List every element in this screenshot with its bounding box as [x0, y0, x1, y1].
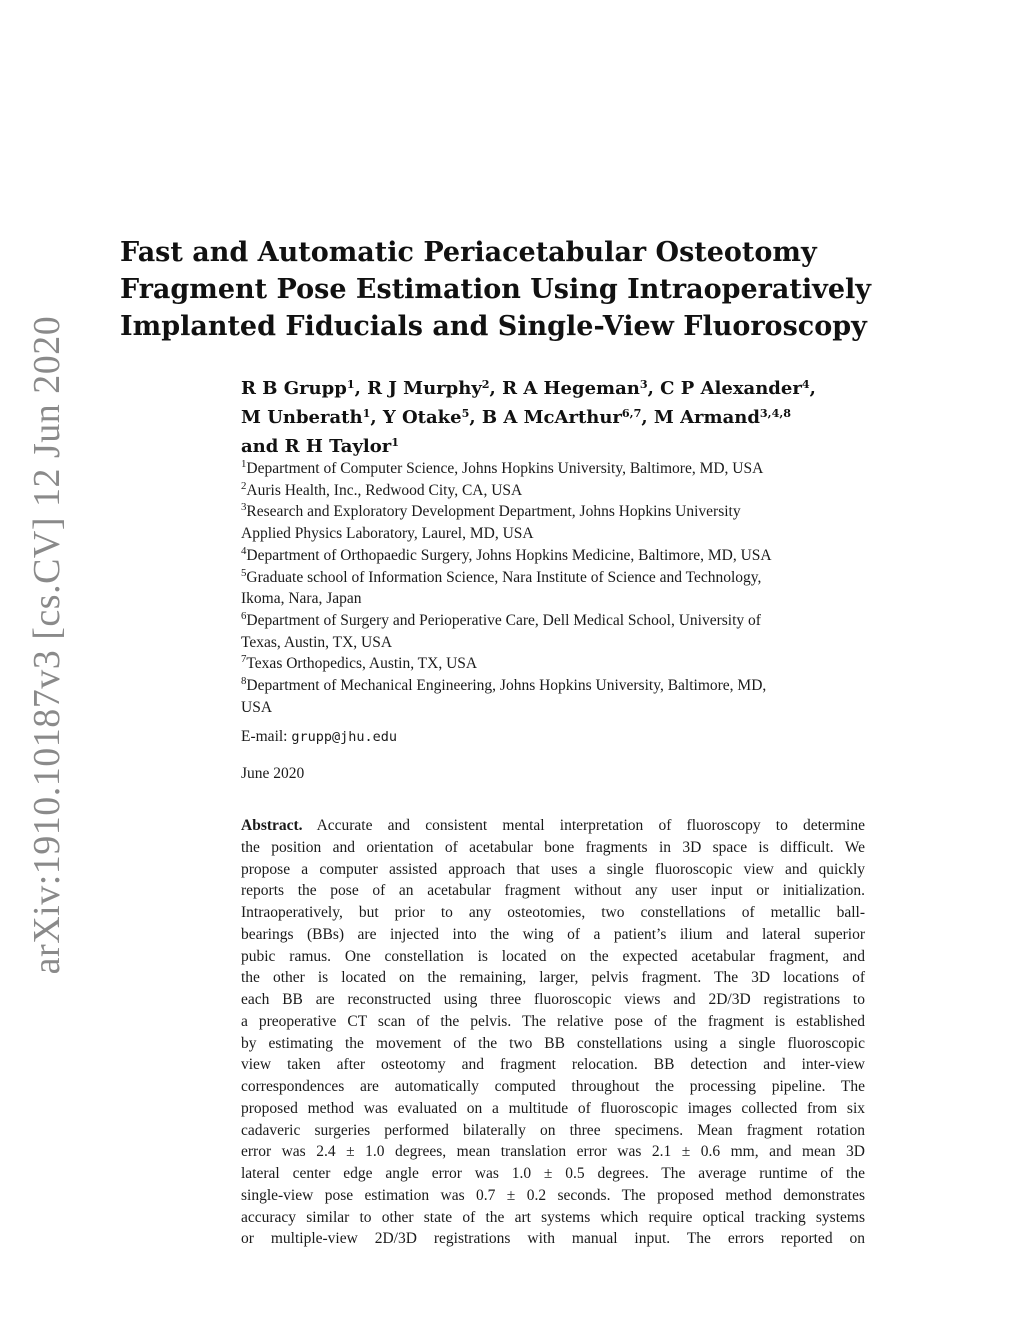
arxiv-sidebar: [0, 0, 90, 1325]
author-affiliation-mark: 2: [481, 377, 490, 391]
affiliation-line: [241, 588, 881, 610]
abstract-line: lateral center edge angle error was 1.0 ± 0.5 degrees. The average runtime of the: [241, 1165, 865, 1182]
author-name: R A Hegeman: [502, 378, 640, 399]
affiliation-line: [241, 545, 881, 567]
title-line: Implanted Fiducials and Single-View Fluoroscopy: [120, 311, 867, 342]
affiliation-text: Research and Exploratory Development Department, Johns Hopkins University: [246, 503, 741, 521]
affiliation-text: Graduate school of Information Science, Nara Institute of Science and Technology,: [246, 568, 762, 586]
title-line: Fast and Automatic Periacetabular Osteotomy: [120, 237, 817, 268]
abstract-text: Accurate and consistent mental interpretation of fluoroscopy to determine: [316, 817, 865, 834]
title-line: Fragment Pose Estimation Using Intraoperatively: [120, 274, 871, 305]
affiliation-text: Department of Computer Science, Johns Hopkins University, Baltimore, MD, USA: [246, 460, 764, 477]
publication-date: June 2020: [241, 765, 305, 782]
affiliation-text: Applied Physics Laboratory, Laurel, MD, USA: [241, 525, 534, 543]
affiliation-line: [241, 632, 881, 654]
arxiv-identifier: arXiv:1910.10187v3 [cs.CV] 12 Jun 2020: [26, 315, 68, 975]
abstract-line: [241, 815, 865, 837]
author-affiliation-mark: 1: [391, 435, 400, 449]
abstract-line: propose a computer assisted approach that uses a single fluoroscopic view and quickly: [241, 860, 865, 878]
abstract-line: cadaveric surgeries performed bilaterally on three specimens. Mean fragment rotation: [241, 1121, 865, 1139]
author-line: M Unberath$^1$, Y Otake$^5$, B A McArthur$^{6,7}$, M Armand$^{3,4,8}$: [241, 406, 791, 428]
email-label: E-mail:: [241, 728, 288, 745]
affiliation-text: Texas, Austin, TX, USA: [241, 633, 393, 651]
abstract-line: or multiple-view 2D/3D registrations with manual input. The errors reported on: [241, 1230, 865, 1248]
author-name: Y Otake: [382, 407, 462, 428]
abstract-line: correspondences are automatically computed throughout the processing pipeline. The: [241, 1078, 865, 1095]
author-affiliation-mark: 3,4,8: [759, 406, 791, 420]
author-name: B A McArthur: [481, 407, 622, 428]
affiliation-line: [241, 501, 881, 523]
affiliation-text: Department of Orthopaedic Surgery, Johns Hopkins Medicine, Baltimore, MD, USA: [246, 546, 772, 564]
paper-title: [120, 234, 920, 345]
author-list: [241, 374, 881, 461]
abstract-line: the other is located on the remaining, larger, pelvis fragment. The 3D locations of: [241, 969, 865, 987]
affiliation-line: [241, 523, 881, 545]
abstract: [241, 815, 865, 1250]
author-line: [241, 432, 881, 461]
author-connector: and: [241, 436, 279, 457]
affiliation-line: [241, 458, 881, 480]
author-affiliation-mark: 5: [461, 406, 470, 420]
author-affiliation-mark: 4: [801, 377, 810, 391]
abstract-line: by estimating the movement of the two BB constellations using a single fluoroscopic: [241, 1034, 865, 1052]
author-name: R J Murphy: [367, 378, 482, 399]
affiliation-number: 4: [241, 544, 247, 557]
author-name: R B Grupp: [241, 378, 347, 399]
affiliation-number: 3: [241, 501, 247, 514]
contact-email: [241, 728, 397, 746]
affiliation-number: 7: [241, 653, 247, 666]
affiliation-line: [241, 567, 881, 589]
affiliation-text: USA: [241, 698, 273, 716]
affiliation-number: 2: [241, 479, 247, 492]
abstract-line: pubic ramus. One constellation is located on the expected acetabular fragment, and: [241, 947, 865, 965]
affiliation-text: Texas Orthopedics, Austin, TX, USA: [246, 655, 478, 673]
abstract-line: bearings (BBs) are injected into the wing of a patient’s ilium and lateral superior: [241, 925, 865, 943]
affiliation-line: [241, 480, 881, 502]
affiliation-line: [241, 653, 881, 675]
author-affiliation-mark: 1: [362, 406, 371, 420]
affiliation-line: [241, 675, 881, 697]
affiliation-text: Department of Surgery and Perioperative Care, Dell Medical School, University of: [246, 611, 761, 629]
affiliation-number: 6: [241, 609, 247, 622]
abstract-line: reports the pose of an acetabular fragment without any user input or initialization.: [241, 882, 865, 900]
author-name: M Armand: [653, 407, 760, 428]
abstract-line: Intraoperatively, but prior to any osteotomies, two constellations of metallic ball-: [241, 904, 865, 921]
abstract-label: Abstract.: [241, 817, 303, 834]
abstract-line: accuracy similar to other state of the art systems which require optical tracking systems: [241, 1208, 865, 1226]
abstract-line: a preoperative CT scan of the pelvis. The relative pose of the fragment is established: [241, 1012, 865, 1030]
abstract-line: error was 2.4 ± 1.0 degrees, mean translation error was 2.1 ± 0.6 mm, and mean 3D: [241, 1143, 865, 1161]
abstract-line: proposed method was evaluated on a multitude of fluoroscopic images collected from six: [241, 1099, 865, 1117]
affiliation-line: [241, 697, 881, 719]
affiliation-text: Ikoma, Nara, Japan: [241, 590, 362, 608]
author-name: C P Alexander: [660, 378, 802, 399]
author-line: R B Grupp$^1$, R J Murphy$^2$, R A Hegeman$^3$, C P Alexander$^4$,: [241, 377, 816, 399]
email-address[interactable]: grupp@jhu.edu: [291, 729, 398, 745]
author-affiliation-mark: 3: [639, 377, 648, 391]
affiliation-line: [241, 610, 881, 632]
abstract-line: the position and orientation of acetabular bone fragments in 3D space is difficult. We: [241, 838, 865, 856]
abstract-line: single-view pose estimation was 0.7 ± 0.2 seconds. The proposed method demonstrates: [241, 1186, 865, 1204]
affiliation-text: Auris Health, Inc., Redwood City, CA, USA: [246, 481, 523, 499]
author-affiliation-mark: 1: [346, 377, 355, 391]
abstract-line: each BB are reconstructed using three fluoroscopic views and 2D/3D registrations to: [241, 991, 865, 1008]
affiliation-text: Department of Mechanical Engineering, Johns Hopkins University, Baltimore, MD,: [246, 677, 767, 695]
author-affiliation-mark: 6,7: [621, 406, 642, 420]
abstract-line: view taken after osteotomy and fragment relocation. BB detection and inter-view: [241, 1056, 865, 1074]
affiliation-list: [241, 458, 881, 718]
author-name: R H Taylor: [284, 436, 392, 457]
affiliation-number: 8: [241, 675, 247, 688]
author-name: M Unberath: [241, 407, 363, 428]
affiliation-number: 1: [241, 458, 247, 471]
affiliation-number: 5: [241, 566, 247, 579]
